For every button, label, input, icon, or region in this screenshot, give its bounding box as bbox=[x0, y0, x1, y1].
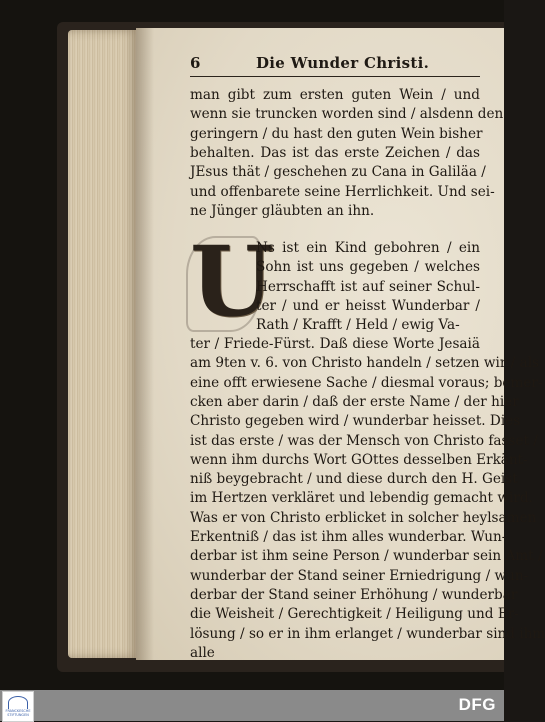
text-line: Christo gegeben wird / wunderbar heisset. Dies bbox=[190, 413, 521, 430]
logo-arch-icon bbox=[8, 696, 28, 709]
text-line: wenn ihm durchs Wort GOttes desselben Erkänt- bbox=[190, 451, 528, 468]
gutter-shadow bbox=[136, 28, 154, 660]
text-line: ist das erste / was der Mensch von Christo fasset / bbox=[190, 432, 538, 449]
page-edges bbox=[68, 30, 138, 658]
text-line: cken aber darin / daß der erste Name / der hier bbox=[190, 393, 519, 410]
text-line: geringern / du hast den guten Wein bisher bbox=[190, 125, 483, 142]
text-line: ter / und er heisst Wunderbar / bbox=[256, 297, 480, 314]
text-line: die Weisheit / Gerechtigkeit / Heiligung und Er- bbox=[190, 606, 519, 623]
text-line: lösung / so er in ihm erlanget / wunderbar sind ihm bbox=[190, 625, 545, 642]
text-line: Was er von Christo erblicket in solcher heylsamen bbox=[190, 509, 537, 526]
running-head bbox=[190, 54, 480, 77]
text-line: Ns ist ein Kind gebohren / ein bbox=[256, 240, 480, 256]
text-line: Herrschafft ist auf seiner Schul- bbox=[256, 278, 480, 295]
text-line: eine offt erwiesene Sache / diesmal voraus; bemer- bbox=[190, 374, 543, 391]
text-line: niß beygebracht / und diese durch den H. Geist bbox=[190, 471, 518, 488]
text-line: am 9ten v. 6. von Christo handeln / setzen wir / als bbox=[190, 355, 540, 372]
text-line: Erkentniß / das ist ihm alles wunderbar. Wun- bbox=[190, 529, 507, 545]
text-line: im Hertzen verkläret und lebendig gemacht wird. bbox=[190, 490, 533, 507]
footer-bar bbox=[0, 690, 504, 721]
text-line: derbar der Stand seiner Erhöhung / wunderbar bbox=[190, 586, 518, 603]
institution-logo[interactable] bbox=[2, 691, 34, 722]
text-line: Sohn ist uns gegeben / welches bbox=[256, 259, 480, 276]
text-line: man gibt zum ersten guten Wein / und bbox=[190, 87, 480, 103]
text-line: ne Jünger gläubten an ihn. bbox=[190, 202, 375, 219]
text-line: und offenbarete seine Herrlichkeit. Und sei- bbox=[190, 183, 495, 200]
text-line: behalten. Das ist das erste Zeichen / das bbox=[190, 144, 480, 161]
text-line: derbar ist ihm seine Person / wunderbar sein Amt / bbox=[190, 548, 543, 565]
running-title: Die Wunder Christi. bbox=[256, 54, 430, 72]
page-number: 6 bbox=[190, 54, 201, 72]
drop-cap: U bbox=[190, 225, 274, 338]
text-line: alle bbox=[190, 644, 215, 661]
text-line: JEsus thät / geschehen zu Cana in Galiläa / bbox=[190, 164, 486, 181]
text-line: Rath / Krafft / Held / ewig Va- bbox=[256, 317, 460, 334]
text-line: ter / Friede-Fürst. Daß diese Worte Jesaiä bbox=[190, 336, 480, 352]
text-line: wenn sie truncken worden sind / alsdenn den bbox=[190, 106, 504, 123]
logo-caption: FRANCKESCHE STIFTUNGEN bbox=[5, 709, 31, 717]
text-line: wunderbar der Stand seiner Erniedrigung / wun- bbox=[190, 567, 529, 584]
dfg-logo[interactable]: DFG bbox=[458, 695, 496, 714]
